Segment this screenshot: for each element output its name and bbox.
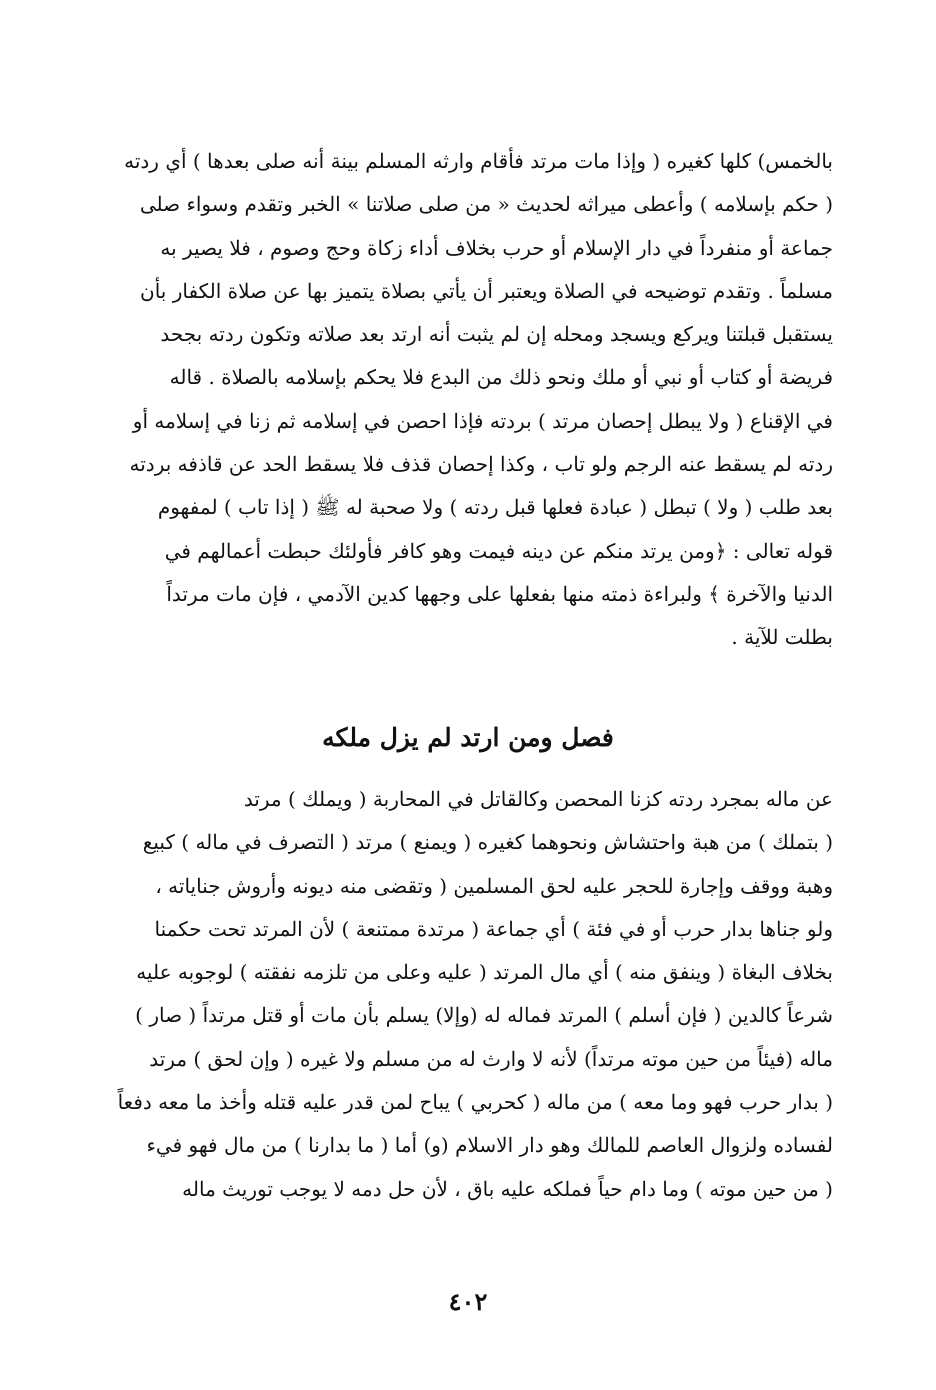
section-heading: فصل ومن ارتد لم يزل ملكه — [322, 723, 614, 752]
text-line: ماله (فيئاً من حين موته مرتداً) لأنه لا وارث له من مسلم ولا غيره ( وإن لحق ) مرتد — [149, 1046, 833, 1071]
text-line: ( حكم بإسلامه ) وأعطى ميراثه لحديث « من صلى صلاتنا » الخبر وتقدم وسواء صلى — [139, 192, 833, 217]
text-line: ( من حين موته ) وما دام حياً فملكه عليه باق ، لأن حل دمه لا يوجب توريث ماله — [182, 1176, 833, 1201]
text-line: يستقبل قبلتنا ويركع ويسجد ومحله إن لم يثبت أنه ارتد بعد صلاته وتكون ردته بجحد — [160, 322, 833, 347]
text-line: الدنيا والآخرة ﴾ ولبراءة ذمته منها بفعلها على وجهها كدين الآدمي ، فإن مات مرتداً — [166, 581, 833, 606]
text-line: قوله تعالى : ﴿ومن يرتد منكم عن دينه فيمت وهو كافر فأولئك حبطت أعمالهم في — [164, 538, 833, 563]
text-line: ( بتملك ) من هبة واحتشاش ونحوهما كغيره ( ويمنع ) مرتد ( التصرف في ماله ) كبيع — [142, 830, 833, 855]
page-number: ٤٠٢ — [448, 1287, 488, 1316]
text-line: ردته لم يسقط عنه الرجم ولو تاب ، وكذا إحصان قذف فلا يسقط الحد عن قاذفه بردته — [129, 452, 833, 477]
text-line: بعد طلب ( ولا ) تبطل ( عبادة فعلها قبل ردته ) ولا صحبة له ﷺ ( إذا تاب ) لمفهوم — [157, 495, 833, 520]
text-line: بخلاف البغاة ( وينفق منه ) أي مال المرتد ( عليه وعلى من تلزمه نفقته ) لوجوبه عليه — [136, 960, 833, 985]
text-line: ( بدار حرب فهو وما معه ) من ماله ( كحربي ) يباح لمن قدر عليه قتله وأخذ ما معه دفعاً — [117, 1090, 833, 1115]
text-line: بطلت للآية . — [731, 625, 833, 650]
paragraph-1 — [103, 140, 833, 660]
text-line: فريضة أو كتاب أو نبي أو ملك ونحو ذلك من البدع فلا يحكم بإسلامه بالصلاة . قاله — [169, 365, 833, 390]
text-line: عن ماله بمجرد ردته كزنا المحصن وكالقاتل في المحاربة ( ويملك ) مرتد — [243, 787, 833, 811]
text-line: وهبة ووقف وإجارة للحجر عليه لحق المسلمين ( وتقضى منه ديونه وأروش جناياته ، — [155, 873, 833, 898]
text-line: بالخمس) كلها كغيره ( وإذا مات مرتد فأقام وارثه المسلم بينة أنه صلى بعدها ) أي ردته — [124, 149, 833, 173]
text-line: في الإقناع ( ولا يبطل إحصان مرتد ) بردته فإذا احصن في إسلامه ثم زنا في إسلامه أو — [132, 408, 833, 433]
text-line: لفساده ولزوال العاصم للمالك وهو دار الاسلام (و) أما ( ما بدارنا ) من مال فهو فيء — [146, 1133, 833, 1158]
paragraph-2 — [103, 778, 833, 1211]
text-line: جماعة أو منفرداً في دار الإسلام أو حرب بخلاف أداء زكاة وحج وصوم ، فلا يصير به — [160, 235, 833, 260]
text-line: مسلماً . وتقدم توضيحه في الصلاة ويعتبر أن يأتي بصلاة يتميز بها عن صلاة الكفار بأن — [140, 278, 833, 303]
text-line: ولو جناها بدار حرب أو في فئة ) أي جماعة ( مرتدة ممتنعة ) لأن المرتد تحت حكمنا — [154, 916, 833, 941]
text-line: شرعاً كالدين ( فإن أسلم ) المرتد فماله له (وإلا) يسلم بأن مات أو قتل مرتداً ( صار ) — [135, 1003, 833, 1028]
